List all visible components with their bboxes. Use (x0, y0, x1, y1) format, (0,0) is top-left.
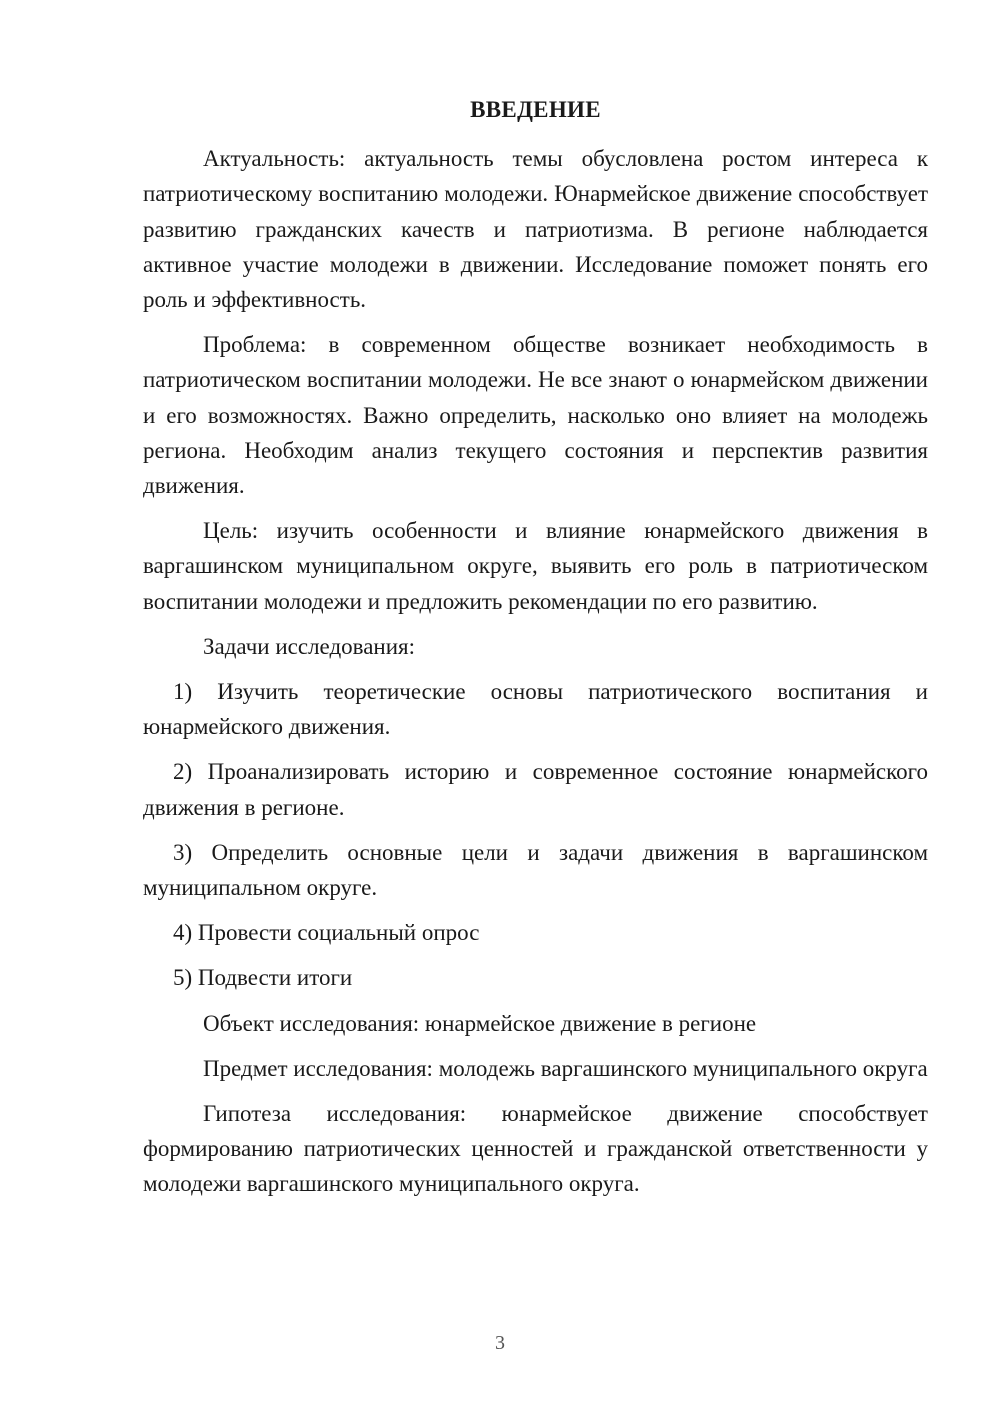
task-item-2: 2) Проанализировать историю и современное состояние юнармейского движения в регионе. (143, 759, 928, 820)
research-object: Объект исследования: юнармейское движение в регионе (203, 1010, 757, 1036)
task-item-4: 4) Провести социальный опрос (173, 920, 480, 946)
tasks-heading: Задачи исследования: (203, 633, 416, 659)
document-page (143, 92, 928, 1212)
research-hypothesis: Гипотеза исследования: юнармейское движение способствует формированию патриотических ценностей и гражданской ответственности у молодежи варгашинского муниципального округа. (143, 1101, 928, 1197)
page-number: 3 (495, 1332, 505, 1354)
task-item-5: 5) Подвести итоги (173, 965, 353, 991)
section-title: ВВЕДЕНИЕ (470, 97, 601, 122)
task-item-3: 3) Определить основные цели и задачи движения в варгашинском муниципальном округе. (143, 839, 928, 901)
task-item-1: 1) Изучить теоретические основы патриотического воспитания и юнармейского движения. (143, 679, 928, 740)
goal-paragraph: Цель: изучить особенности и влияние юнармейского движения в варгашинском муниципальном округе, выявить его роль в патриотическом воспитании молодежи и предложить рекомендации по его развитию. (143, 518, 928, 614)
relevance-paragraph: Актуальность: актуальность темы обусловлена ростом интереса к патриотическому воспитанию молодежи. Юнармейское движение способствует развитию гражданских качеств и патриотизма. В регионе наблюдается активное участие молодежи в движении. Исследование поможет понять его роль и эффективность. (143, 146, 928, 313)
problem-paragraph: Проблема: в современном обществе возникает необходимость в патриотическом воспитании молодежи. Не все знают о юнармейском движении и его возможностях. Важно определить, насколько оно влияет на молодежь региона. Необходим анализ текущего состояния и перспектив развития движения. (143, 332, 928, 499)
research-subject: Предмет исследования: молодежь варгашинского муниципального округа (203, 1055, 928, 1081)
